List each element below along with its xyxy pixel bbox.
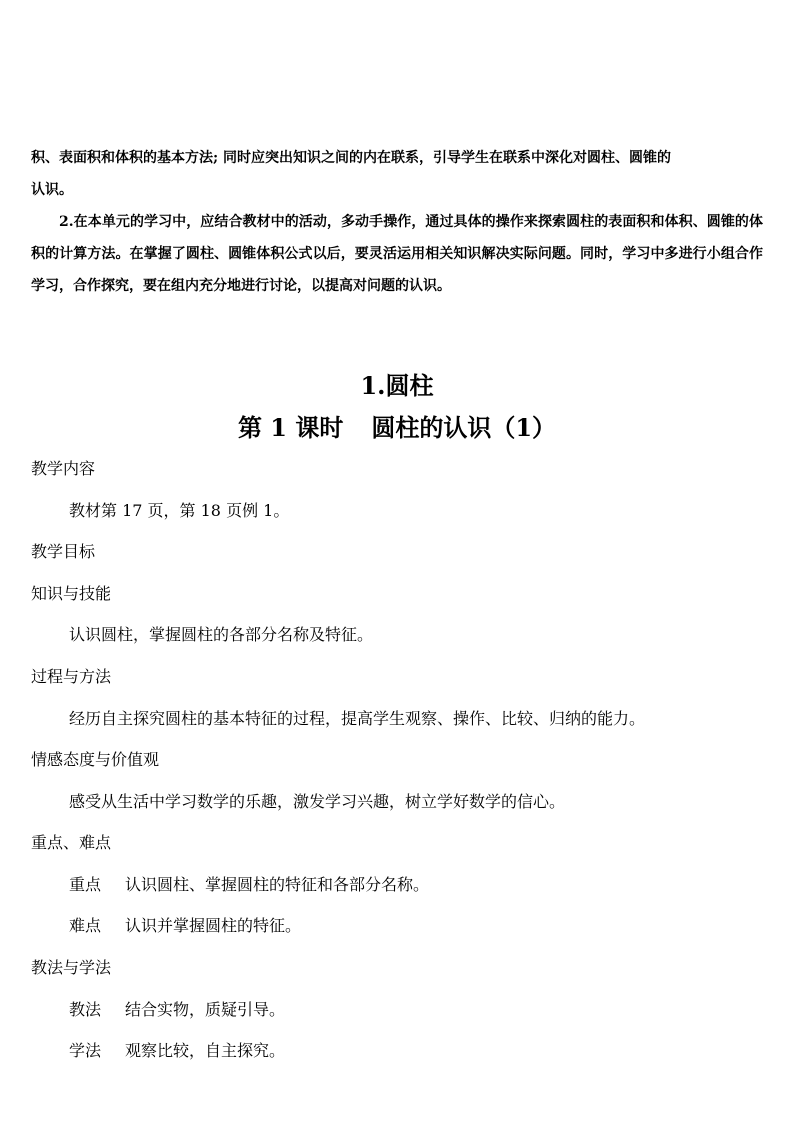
lesson-title bbox=[0, 408, 794, 443]
intro-paragraph-1 bbox=[31, 142, 763, 206]
teach-label: 教法 bbox=[69, 1000, 102, 1019]
heading-knowledge: 知识与技能 bbox=[31, 584, 112, 603]
difficulty-label: 难点 bbox=[69, 916, 102, 935]
difficulty-line bbox=[69, 913, 301, 936]
knowledge-text: 认识圆柱，掌握圆柱的各部分名称及特征。 bbox=[69, 625, 374, 644]
teach-method-line bbox=[69, 997, 285, 1020]
heading-methods: 教法与学法 bbox=[31, 958, 112, 977]
heading-process: 过程与方法 bbox=[31, 667, 112, 686]
heading-goals: 教学目标 bbox=[31, 542, 96, 561]
difficulty-text: 认识并掌握圆柱的特征。 bbox=[125, 916, 302, 935]
key-label: 重点 bbox=[69, 875, 102, 894]
key-text: 认识圆柱、掌握圆柱的特征和各部分名称。 bbox=[125, 875, 430, 894]
intro-p1-line2: 认识。 bbox=[31, 182, 73, 198]
heading-key-points: 重点、难点 bbox=[31, 833, 112, 852]
intro-paragraph-2 bbox=[31, 206, 763, 302]
lesson-prefix: 第 1 课时 bbox=[237, 413, 344, 442]
emotion-text: 感受从生活中学习数学的乐趣，激发学习兴趣，树立学好数学的信心。 bbox=[69, 792, 566, 811]
lesson-name: 圆柱的认识（1） bbox=[371, 413, 557, 442]
learn-method-line bbox=[69, 1038, 285, 1061]
intro-p1-line1: 积、表面积和体积的基本方法; 同时应突出知识之间的内在联系，引导学生在联系中深化对圆柱、圆锥的 bbox=[31, 150, 672, 166]
section-title: 1.圆柱 bbox=[360, 371, 434, 400]
intro-p2-text: 2.在本单元的学习中，应结合教材中的活动，多动手操作，通过具体的操作来探索圆柱的表面积和体积、圆锥的体积的计算方法。在掌握了圆柱、圆锥体积公式以后，要灵活运用相关知识解决实际问题。同时，学习中多进行小组合作学习，合作探究，要在组内充分地进行讨论，以提高对问题的认识。 bbox=[31, 214, 763, 294]
heading-content: 教学内容 bbox=[31, 459, 96, 478]
key-point-line bbox=[69, 872, 429, 895]
content-text: 教材第 17 页，第 18 页例 1。 bbox=[69, 501, 290, 520]
process-text: 经历自主探究圆柱的基本特征的过程，提高学生观察、操作、比较、归纳的能力。 bbox=[69, 709, 646, 728]
learn-label: 学法 bbox=[69, 1041, 102, 1060]
learn-text: 观察比较，自主探究。 bbox=[125, 1041, 286, 1060]
teach-text: 结合实物，质疑引导。 bbox=[125, 1000, 286, 1019]
heading-emotion: 情感态度与价值观 bbox=[31, 750, 160, 769]
